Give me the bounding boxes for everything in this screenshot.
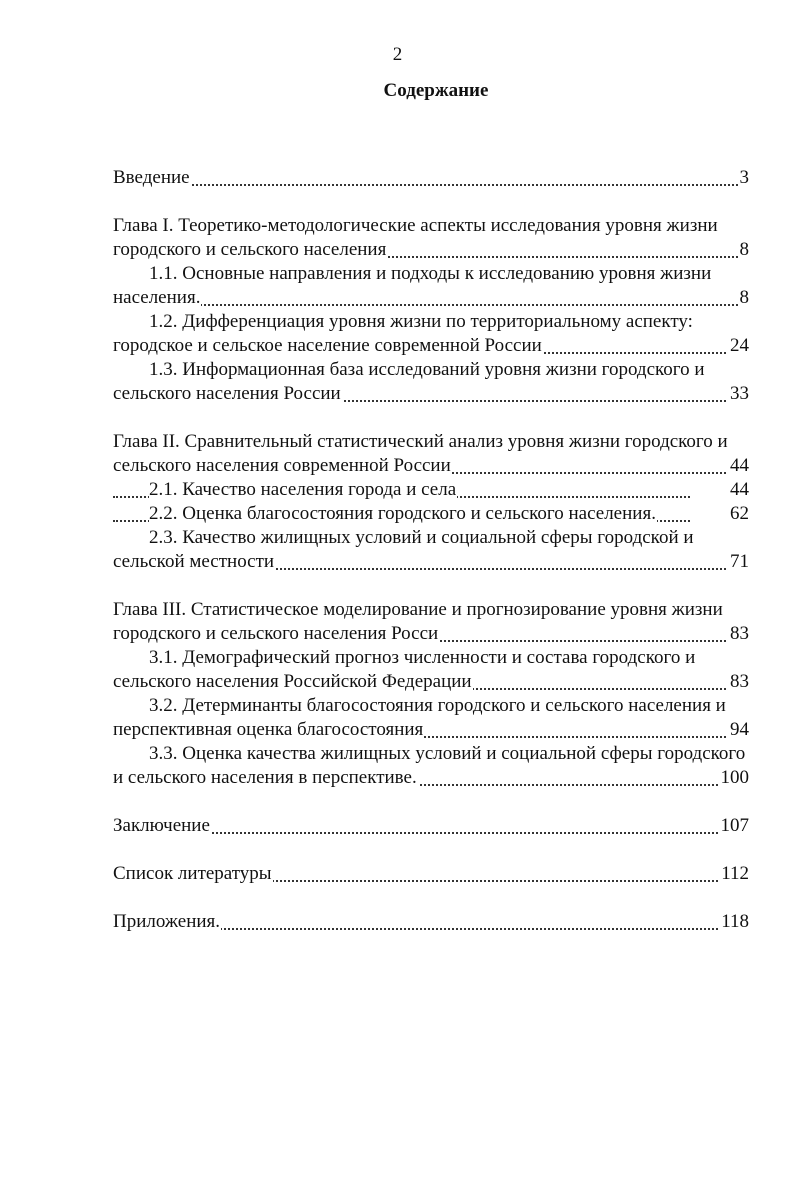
toc-entry-label: Список литературы [113, 863, 272, 884]
toc-section-2-3[interactable]: 2.3. Качество жилищных условий и социальной сферы городской и [149, 527, 694, 548]
toc-section-3-2[interactable]: 3.2. Детерминанты благосостояния городского и сельского населения и [149, 695, 726, 716]
toc-chapter-2-title-cont[interactable]: сельского населения современной России 44 [113, 455, 749, 476]
toc-chapter-3-title[interactable]: Глава III. Статистическое моделирование и прогнозирование уровня жизни [113, 599, 723, 620]
toc-entry-conclusion[interactable] [113, 814, 749, 838]
toc-page-number: 8 [739, 287, 749, 308]
toc-entry-references[interactable] [113, 862, 749, 886]
toc-section-3-3[interactable]: 3.3. Оценка качества жилищных условий и социальной сферы городского [149, 743, 746, 764]
toc-entry-label: Приложения. [113, 911, 221, 932]
toc-entry-introduction[interactable] [113, 166, 749, 190]
toc-chapter-1-title[interactable]: Глава I. Теоретико-методологические аспекты исследования уровня жизни [113, 215, 718, 236]
page-title: Содержание [383, 80, 489, 101]
table-of-contents [113, 166, 749, 934]
toc-entry-label: Заключение [113, 815, 210, 836]
toc-page-number: 8 [739, 239, 749, 260]
toc-chapter-3-title-cont[interactable]: городского и сельского населения Росси 83 [113, 623, 749, 644]
toc-page-number: 112 [721, 863, 749, 884]
toc-section-2-2[interactable]: 2.2. Оценка благосостояния городского и сельского населения. 62 [113, 502, 749, 526]
toc-entry-label: Введение [113, 167, 190, 188]
toc-page-number: 83 [730, 671, 749, 692]
toc-chapter-2-title[interactable]: Глава II. Сравнительный статистический анализ уровня жизни городского и [113, 431, 728, 452]
toc-entry-appendices[interactable] [113, 910, 749, 934]
toc-section-1-3-cont[interactable]: сельского населения России 33 [113, 383, 749, 404]
toc-page-number: 62 [692, 502, 749, 526]
toc-section-1-1[interactable]: 1.1. Основные направления и подходы к исследованию уровня жизни [149, 263, 712, 284]
toc-section-3-1[interactable]: 3.1. Демографический прогноз численности и состава городского и [149, 647, 696, 668]
toc-page-number: 100 [720, 767, 749, 788]
toc-section-1-2[interactable]: 1.2. Дифференциация уровня жизни по территориальному аспекту: [149, 311, 693, 332]
toc-page-number: 94 [730, 719, 749, 740]
toc-page-number: 33 [730, 383, 749, 404]
toc-section-1-3[interactable]: 1.3. Информационная база исследований уровня жизни городского и [149, 359, 705, 380]
toc-page-number: 44 [692, 478, 749, 502]
toc-section-2-1[interactable]: 2.1. Качество населения города и села 44 [113, 478, 749, 502]
toc-section-3-3-cont[interactable]: и сельского населения в перспективе. 100 [113, 767, 749, 788]
toc-section-1-2-cont[interactable]: городское и сельское население современной России 24 [113, 335, 749, 356]
page-number: 2 [392, 44, 403, 65]
toc-section-3-2-cont[interactable]: перспективная оценка благосостояния 94 [113, 719, 749, 740]
toc-page-number: 107 [720, 815, 749, 836]
toc-section-3-1-cont[interactable]: сельского населения Российской Федерации 83 [113, 671, 749, 692]
toc-section-1-1-cont[interactable]: населения. 8 [113, 287, 749, 308]
toc-page-number: 24 [730, 335, 749, 356]
toc-page-number: 83 [730, 623, 749, 644]
toc-section-2-3-cont[interactable]: сельской местности 71 [113, 551, 749, 572]
toc-chapter-1-title-cont[interactable]: городского и сельского населения 8 [113, 239, 749, 260]
toc-page-number: 118 [721, 911, 749, 932]
toc-page-number: 3 [739, 167, 749, 188]
toc-page-number: 44 [730, 455, 749, 476]
toc-page-number: 71 [730, 551, 749, 572]
